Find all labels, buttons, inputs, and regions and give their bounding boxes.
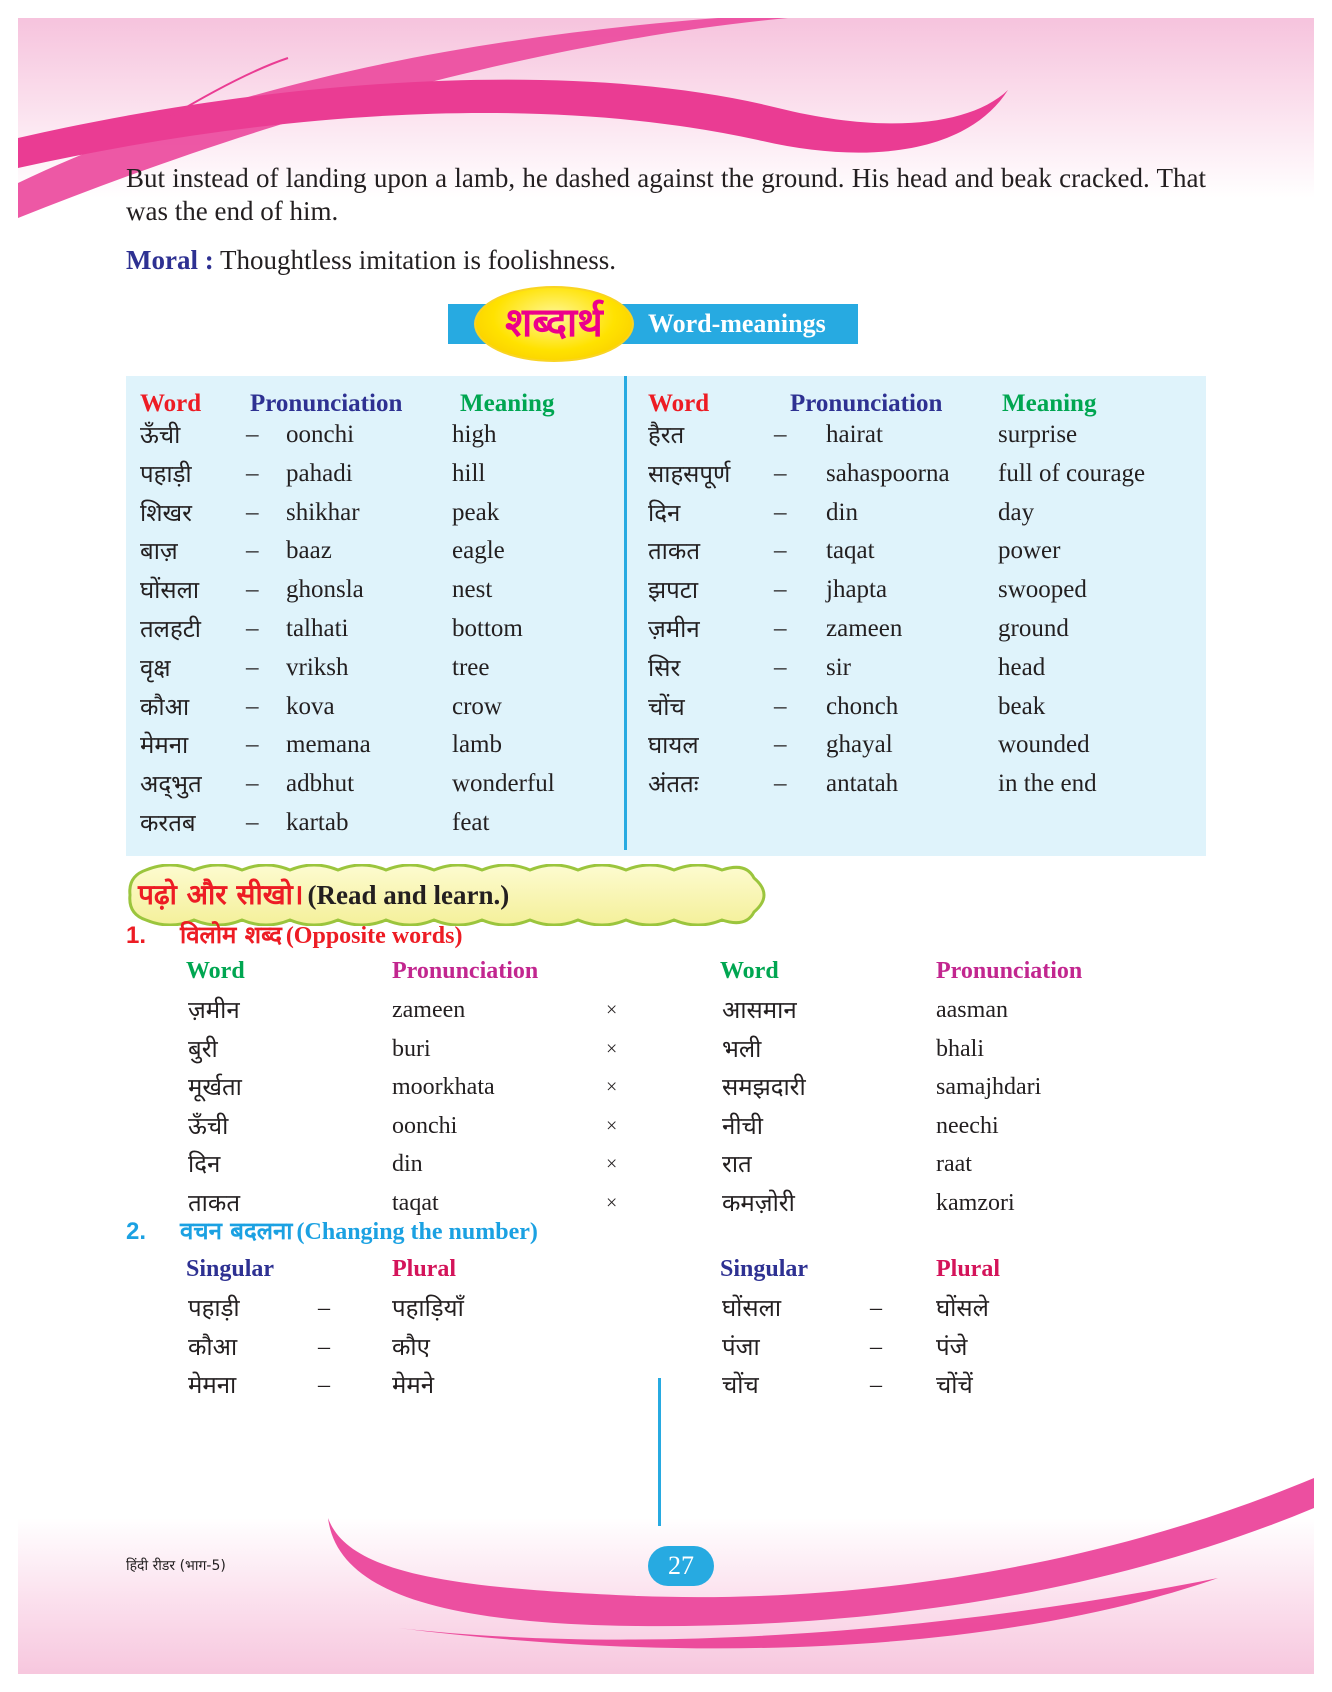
meaning: lamb	[452, 731, 502, 759]
number-section-number: 2.	[126, 1218, 147, 1245]
singular-word: चोंच	[722, 1371, 759, 1400]
opposite-sign: ×	[606, 999, 618, 1021]
number-row	[18, 1288, 1314, 1328]
word-left: ज़मीन	[188, 996, 240, 1024]
pronunciation: kova	[286, 692, 335, 720]
meaning: ground	[998, 615, 1069, 642]
singular-word: मेमना	[188, 1371, 237, 1400]
pronunciation-right: aasman	[936, 997, 1008, 1023]
hindi-word: झपटा	[648, 576, 699, 605]
dash: –	[246, 498, 259, 526]
meaning: peak	[452, 498, 500, 526]
opposites-section-title	[126, 918, 462, 951]
word-row	[18, 802, 638, 844]
dash: –	[246, 770, 259, 798]
word-left: मूर्खता	[188, 1073, 242, 1102]
dash: –	[774, 731, 787, 759]
pronunciation: adbhut	[286, 770, 355, 798]
meaning: crow	[452, 692, 502, 720]
story-paragraph: But instead of landing upon a lamb, he dashed against the ground. His head and beak cracked. That was the end of him.	[126, 163, 1206, 226]
pronunciation-left: zameen	[392, 997, 466, 1023]
number-row	[18, 1327, 1314, 1367]
dash: –	[318, 1372, 330, 1399]
hindi-word: घोंसला	[140, 576, 200, 605]
number-section-english: (Changing the number)	[296, 1219, 538, 1245]
dash: –	[870, 1333, 882, 1360]
header-word-left: Word	[140, 390, 202, 417]
dash: –	[246, 576, 259, 604]
moral-text: Thoughtless imitation is foolishness.	[213, 245, 616, 275]
singular-word: पंजा	[722, 1332, 760, 1361]
word-row	[18, 724, 1314, 766]
hindi-word: बाज़	[140, 537, 178, 566]
pronunciation-right: bhali	[936, 1035, 984, 1062]
header-singular-left: Singular	[186, 1256, 275, 1282]
pronunciation-left: buri	[392, 1035, 431, 1062]
pronunciation-right: raat	[936, 1151, 972, 1178]
read-and-learn-hindi: पढ़ो और सीखो।	[138, 878, 304, 911]
hindi-word: वृक्ष	[140, 653, 171, 682]
hindi-word: ज़मीन	[648, 615, 700, 643]
pronunciation-right: kamzori	[936, 1190, 1015, 1216]
pronunciation: talhati	[286, 615, 349, 642]
word-row	[18, 569, 1314, 611]
hindi-word: दिन	[648, 498, 681, 527]
meaning: power	[998, 537, 1061, 565]
word-right: कमज़ोरी	[722, 1189, 795, 1217]
opposite-sign: ×	[606, 1076, 618, 1099]
singular-word: कौआ	[188, 1332, 238, 1361]
pronunciation: jhapta	[826, 576, 888, 604]
hindi-word: शिखर	[140, 498, 192, 527]
pronunciation: zameen	[826, 615, 903, 642]
meaning: wonderful	[452, 770, 555, 798]
dash: –	[318, 1295, 330, 1321]
opposites-header-pronunciation-left: Pronunciation	[392, 958, 539, 984]
dash: –	[774, 421, 787, 448]
dash: –	[246, 731, 259, 759]
pronunciation: sir	[826, 653, 851, 681]
meaning: tree	[452, 653, 490, 681]
dash: –	[318, 1333, 330, 1360]
word-left: ताकत	[188, 1189, 241, 1217]
pronunciation: memana	[286, 731, 371, 759]
word-meanings-english-title: Word-meanings	[648, 309, 826, 338]
meaning: surprise	[998, 421, 1078, 448]
hindi-word: पहाड़ी	[140, 459, 192, 488]
header-pronunciation-right: Pronunciation	[790, 390, 943, 417]
word-left: ऊँची	[188, 1111, 229, 1140]
dash: –	[246, 421, 259, 448]
word-right: नीची	[722, 1111, 763, 1140]
pronunciation-left: oonchi	[392, 1112, 458, 1139]
dash: –	[774, 576, 787, 604]
meaning: day	[998, 498, 1035, 526]
word-right: भली	[722, 1034, 762, 1063]
word-row	[18, 686, 1314, 728]
read-and-learn-english: (Read and learn.)	[307, 880, 510, 910]
opposites-header-word-right: Word	[720, 958, 779, 984]
meaning: in the end	[998, 770, 1097, 798]
moral-label: Moral :	[126, 245, 214, 275]
word-right: आसमान	[722, 996, 797, 1024]
read-and-learn-banner	[126, 864, 774, 926]
word-row	[18, 647, 1314, 689]
dash: –	[774, 615, 787, 642]
book-title-footer: हिंदी रीडर (भाग-5)	[126, 1558, 226, 1574]
plural-word: घोंसले	[936, 1294, 989, 1322]
dash: –	[870, 1372, 882, 1399]
hindi-word: करतब	[140, 809, 196, 837]
dash: –	[246, 615, 259, 642]
header-plural-left: Plural	[392, 1256, 456, 1282]
word-row	[18, 608, 1314, 650]
dash: –	[774, 770, 787, 798]
header-pronunciation-left: Pronunciation	[250, 390, 403, 417]
meaning: feat	[452, 809, 490, 836]
meaning: swooped	[998, 576, 1087, 604]
number-row	[18, 1365, 1314, 1405]
opposites-header-word-left: Word	[186, 958, 245, 984]
opposite-row	[18, 1067, 1314, 1107]
word-row	[18, 530, 1314, 572]
dash: –	[246, 537, 259, 565]
pronunciation: din	[826, 498, 858, 526]
dash: –	[774, 692, 787, 720]
plural-word: पंजे	[936, 1332, 968, 1361]
number-section-title	[126, 1214, 538, 1247]
header-singular-right: Singular	[720, 1256, 809, 1282]
word-row	[18, 763, 1314, 805]
dash: –	[246, 653, 259, 681]
plural-word: पहाड़ियाँ	[392, 1294, 464, 1322]
dash: –	[246, 459, 259, 487]
page-number: 27	[648, 1546, 714, 1586]
plural-word: चोंचें	[936, 1371, 973, 1400]
pronunciation: baaz	[286, 537, 332, 565]
pronunciation-right: neechi	[936, 1112, 999, 1139]
opposite-sign: ×	[606, 1114, 618, 1137]
pronunciation-left: din	[392, 1151, 423, 1178]
pronunciation: kartab	[286, 809, 349, 836]
pronunciation: antatah	[826, 770, 899, 798]
word-right: समझदारी	[722, 1073, 806, 1102]
word-left: दिन	[188, 1150, 221, 1179]
hindi-word: कौआ	[140, 692, 190, 721]
opposite-sign: ×	[606, 1153, 618, 1176]
meaning: wounded	[998, 731, 1090, 759]
opposite-row	[18, 1144, 1314, 1184]
pronunciation: shikhar	[286, 498, 360, 526]
hindi-word: चोंच	[648, 692, 685, 721]
dash: –	[774, 537, 787, 565]
hindi-word: अंततः	[648, 770, 699, 799]
meaning: nest	[452, 576, 493, 604]
moral-line	[126, 244, 1206, 277]
hindi-word: मेमना	[140, 731, 189, 760]
page	[18, 18, 1314, 1674]
dash: –	[774, 459, 787, 487]
meaning: high	[452, 421, 497, 448]
word-meanings-banner	[448, 286, 878, 366]
hindi-word: सिर	[648, 653, 681, 682]
opposites-number: 1.	[126, 922, 147, 949]
pronunciation: ghonsla	[286, 576, 364, 604]
header-meaning-left: Meaning	[460, 390, 555, 417]
hindi-word: अद्‌भुत	[140, 770, 202, 799]
word-row	[18, 414, 1314, 456]
opposite-sign: ×	[606, 1037, 618, 1060]
word-right: रात	[722, 1150, 752, 1179]
opposite-row	[18, 990, 1314, 1030]
meaning: beak	[998, 692, 1046, 720]
pronunciation: chonch	[826, 692, 899, 720]
meaning: full of courage	[998, 459, 1146, 487]
opposites-english: (Opposite words)	[285, 923, 463, 949]
meaning: bottom	[452, 615, 523, 642]
hindi-word: हैरत	[648, 421, 685, 449]
hindi-word: घायल	[648, 731, 699, 760]
hindi-word: ऊँची	[140, 421, 181, 449]
pronunciation-left: taqat	[392, 1190, 439, 1216]
pronunciation: pahadi	[286, 459, 353, 487]
singular-word: पहाड़ी	[188, 1294, 240, 1322]
pronunciation: oonchi	[286, 421, 355, 448]
opposite-sign: ×	[606, 1192, 618, 1214]
header-plural-right: Plural	[936, 1256, 1000, 1282]
pronunciation-left: moorkhata	[392, 1074, 495, 1101]
pronunciation: hairat	[826, 421, 883, 448]
dash: –	[774, 498, 787, 526]
hindi-word: तलहटी	[140, 615, 202, 643]
plural-word: कौए	[392, 1332, 430, 1361]
word-meanings-hindi-title: शब्दार्थ	[505, 300, 603, 346]
header-meaning-right: Meaning	[1002, 390, 1097, 417]
dash: –	[246, 692, 259, 720]
opposites-header-pronunciation-right: Pronunciation	[936, 958, 1083, 984]
word-row	[18, 453, 1314, 495]
pronunciation: sahaspoorna	[826, 459, 950, 487]
pronunciation-right: samajhdari	[936, 1074, 1042, 1101]
meaning: eagle	[452, 537, 505, 565]
pronunciation: taqat	[826, 537, 875, 565]
dash: –	[774, 653, 787, 681]
dash: –	[246, 809, 259, 836]
hindi-word: ताकत	[648, 537, 701, 566]
plural-word: मेमने	[392, 1371, 435, 1400]
meaning: hill	[452, 459, 486, 487]
pronunciation: vriksh	[286, 653, 349, 681]
opposites-hindi: विलोम शब्द	[180, 921, 282, 949]
word-row	[18, 492, 1314, 534]
word-left: बुरी	[188, 1034, 218, 1063]
opposite-row	[18, 1106, 1314, 1146]
pronunciation: ghayal	[826, 731, 893, 759]
opposite-row	[18, 1029, 1314, 1069]
header-word-right: Word	[648, 390, 710, 417]
singular-word: घोंसला	[722, 1294, 782, 1322]
dash: –	[870, 1295, 882, 1321]
meaning: head	[998, 653, 1046, 681]
number-section-hindi: वचन बदलना	[180, 1217, 293, 1245]
hindi-word: साहसपूर्ण	[648, 459, 731, 488]
